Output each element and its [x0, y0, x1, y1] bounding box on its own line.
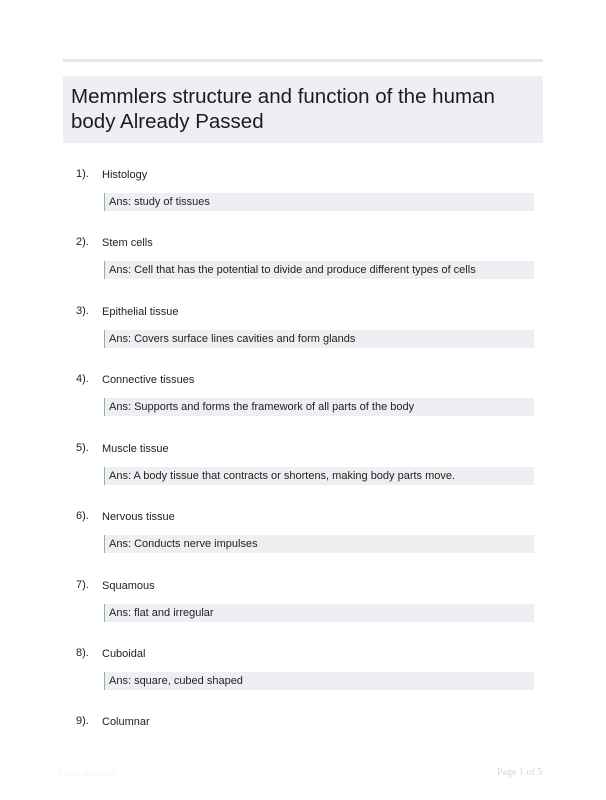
- question-text: Stem cells: [102, 237, 153, 249]
- question-number: 4).: [76, 373, 89, 385]
- footer-watermark: Papersbc.com: [58, 768, 116, 778]
- question-number: 9).: [76, 715, 89, 727]
- top-divider: [63, 59, 543, 62]
- answer-box: Ans: square, cubed shaped: [104, 672, 534, 690]
- question-text: Columnar: [102, 716, 150, 728]
- answer-box: Ans: A body tissue that contracts or shortens, making body parts move.: [104, 467, 534, 485]
- question-text: Epithelial tissue: [102, 306, 179, 318]
- question-text: Squamous: [102, 580, 155, 592]
- answer-box: Ans: Supports and forms the framework of all parts of the body: [104, 398, 534, 416]
- answer-box: Ans: study of tissues: [104, 193, 534, 211]
- answer-box: Ans: Covers surface lines cavities and form glands: [104, 330, 534, 348]
- question-text: Histology: [102, 169, 148, 181]
- answer-box: Ans: flat and irregular: [104, 604, 534, 622]
- answer-box: Ans: Conducts nerve impulses: [104, 535, 534, 553]
- question-number: 7).: [76, 579, 89, 591]
- question-number: 2).: [76, 236, 89, 248]
- page-title: Memmlers structure and function of the human body Already Passed: [71, 85, 495, 133]
- question-text: Connective tissues: [102, 374, 195, 386]
- question-number: 1).: [76, 168, 89, 180]
- page-number: Page 1 of 5: [497, 767, 543, 778]
- question-text: Cuboidal: [102, 648, 146, 660]
- question-text: Muscle tissue: [102, 443, 169, 455]
- question-text: Nervous tissue: [102, 511, 175, 523]
- question-number: 5).: [76, 442, 89, 454]
- question-number: 8).: [76, 647, 89, 659]
- question-number: 6).: [76, 510, 89, 522]
- question-number: 3).: [76, 305, 89, 317]
- title-banner: [63, 76, 543, 143]
- answer-box: Ans: Cell that has the potential to divide and produce different types of cells: [104, 261, 534, 279]
